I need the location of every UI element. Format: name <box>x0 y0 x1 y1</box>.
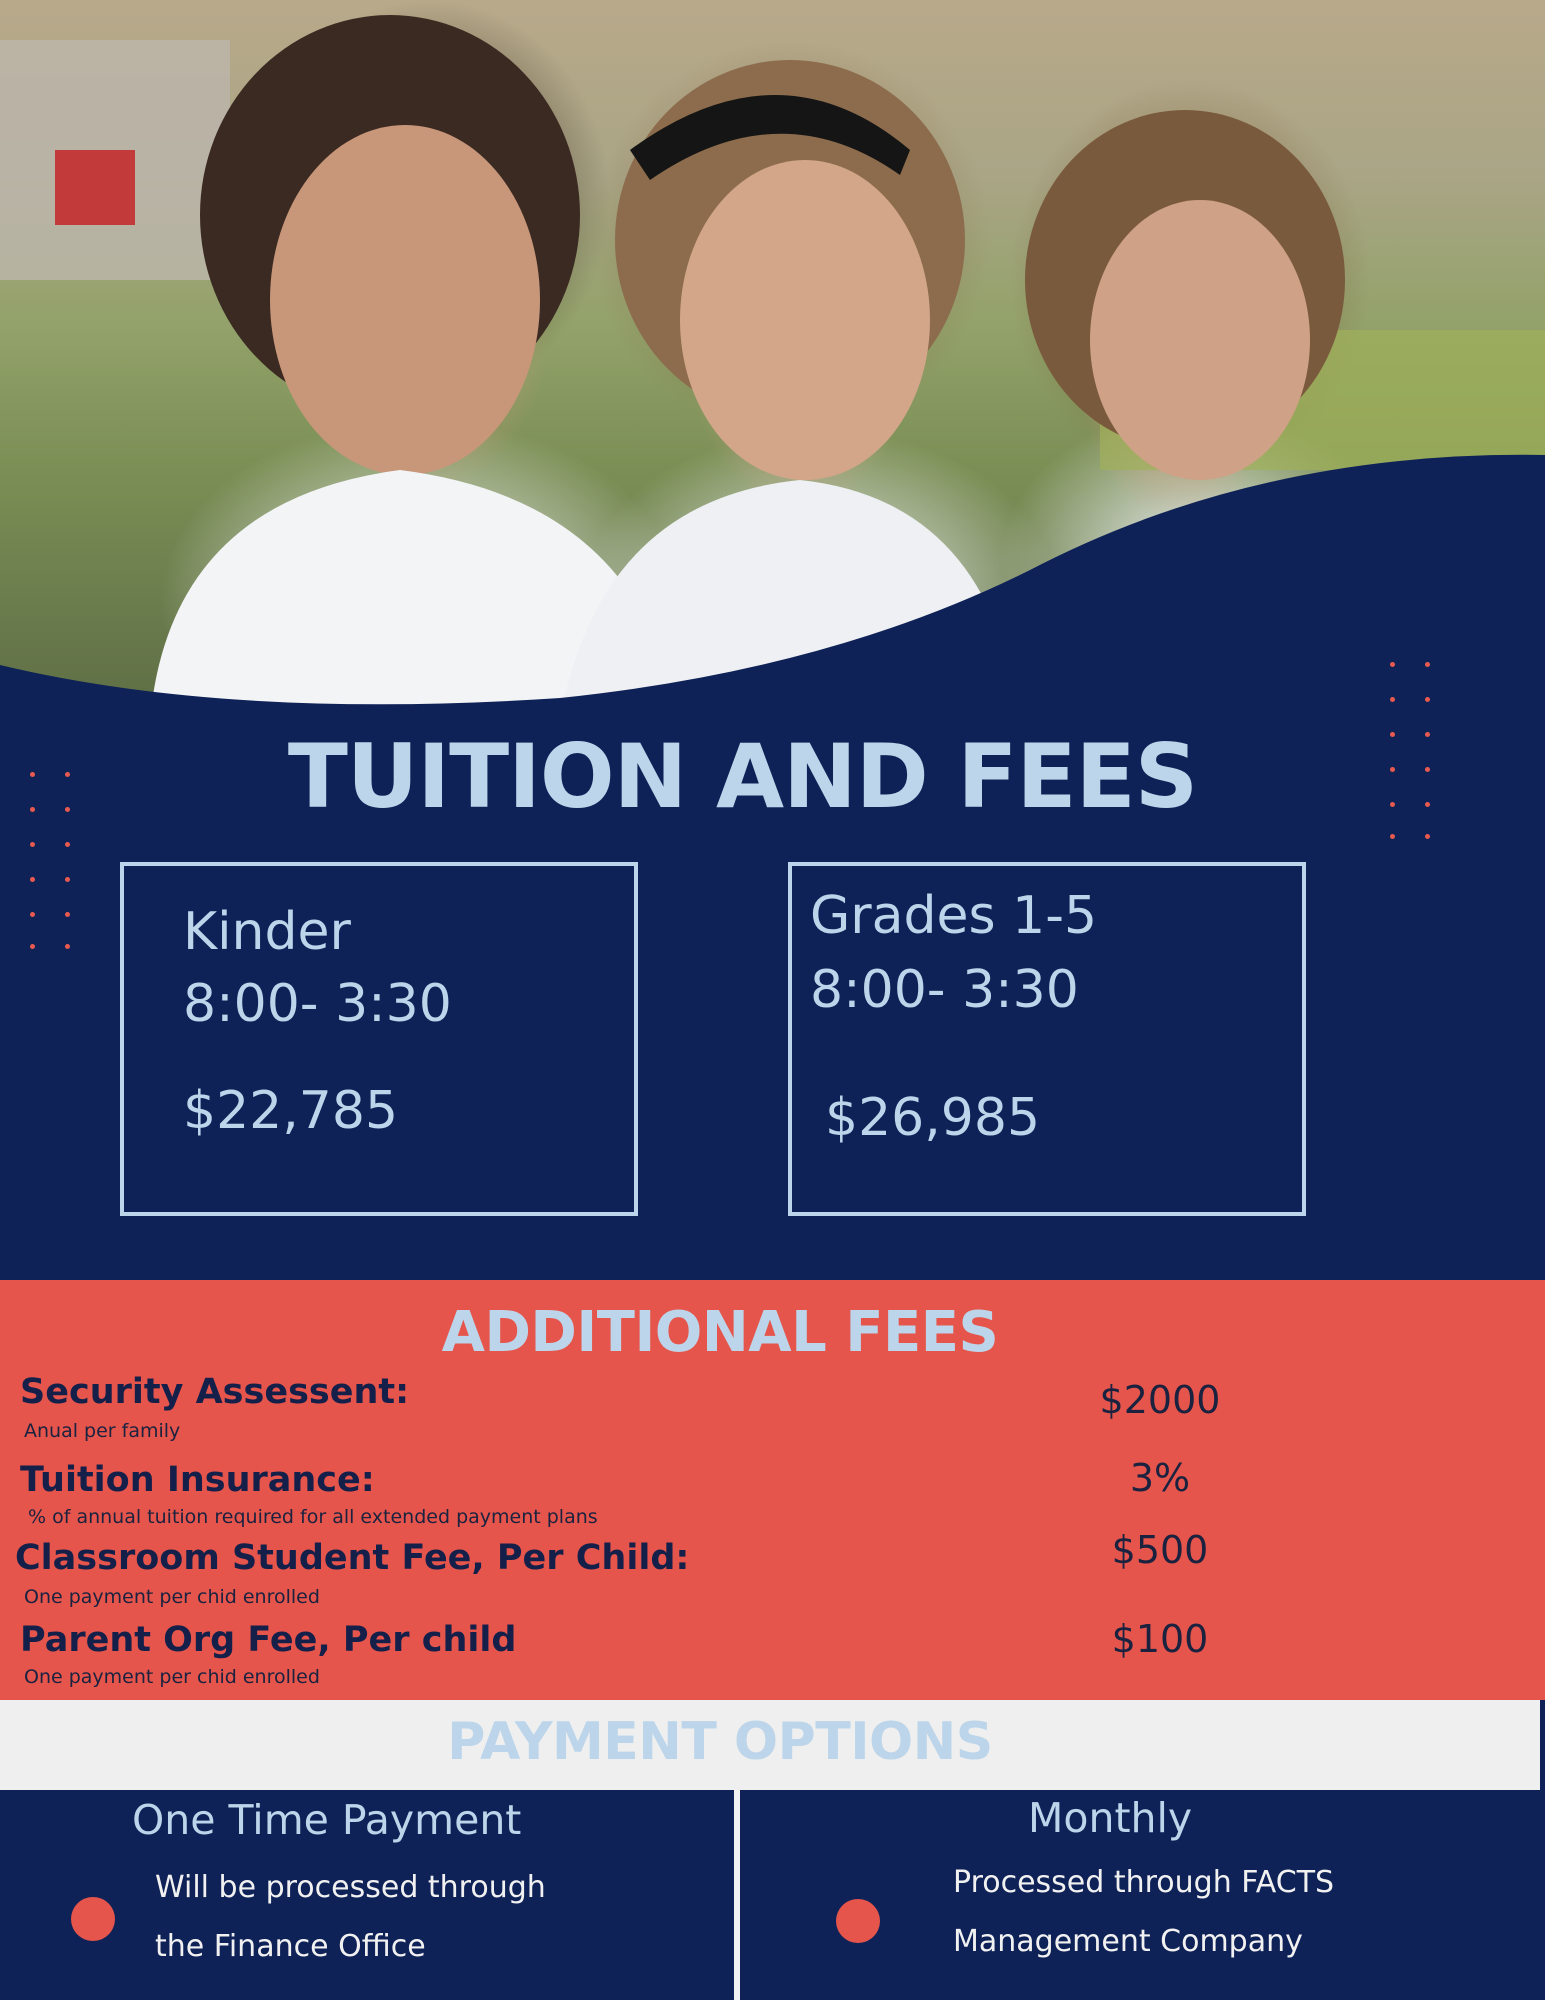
fee-amount-classroom: $500 <box>1111 1528 1209 1572</box>
payment-divider <box>734 1790 740 2000</box>
page-title: TUITION AND FEES <box>287 725 1198 828</box>
fee-note-tuition-insurance: % of annual tuition required for all extended payment plans <box>28 1506 598 1528</box>
bullet-icon <box>71 1897 115 1941</box>
fee-label-security: Security Assessent: <box>20 1372 410 1412</box>
option-title-one-time: One Time Payment <box>132 1796 522 1844</box>
option-line-one-time-2: the Finance Office <box>155 1929 426 1964</box>
fee-note-security: Anual per family <box>24 1420 181 1442</box>
fee-note-parent-org: One payment per chid enrolled <box>24 1666 320 1688</box>
fee-note-classroom: One payment per chid enrolled <box>24 1586 320 1608</box>
fee-amount-parent-org: $100 <box>1111 1617 1209 1661</box>
option-line-monthly-2: Management Company <box>953 1924 1303 1959</box>
fee-label-parent-org: Parent Org Fee, Per child <box>20 1620 517 1660</box>
fee-label-tuition-insurance: Tuition Insurance: <box>20 1460 375 1500</box>
fee-amount-security: $2000 <box>1099 1378 1221 1422</box>
kinder-price: $22,785 <box>183 1081 399 1141</box>
kinder-hours: 8:00- 3:30 <box>183 974 452 1034</box>
grades-hours: 8:00- 3:30 <box>810 960 1079 1020</box>
kinder-grade: Kinder <box>183 902 351 962</box>
payment-options-title: PAYMENT OPTIONS <box>447 1712 993 1772</box>
fee-amount-tuition-insurance: 3% <box>1129 1456 1191 1500</box>
option-line-monthly-1: Processed through FACTS <box>953 1865 1335 1900</box>
bullet-icon <box>836 1899 880 1943</box>
fee-label-classroom: Classroom Student Fee, Per Child: <box>15 1538 690 1578</box>
grades-grade: Grades 1-5 <box>810 886 1098 946</box>
grades-price: $26,985 <box>825 1088 1041 1148</box>
option-line-one-time-1: Will be processed through <box>155 1870 546 1905</box>
option-title-monthly: Monthly <box>1028 1794 1193 1842</box>
additional-fees-title: ADDITIONAL FEES <box>441 1300 999 1365</box>
